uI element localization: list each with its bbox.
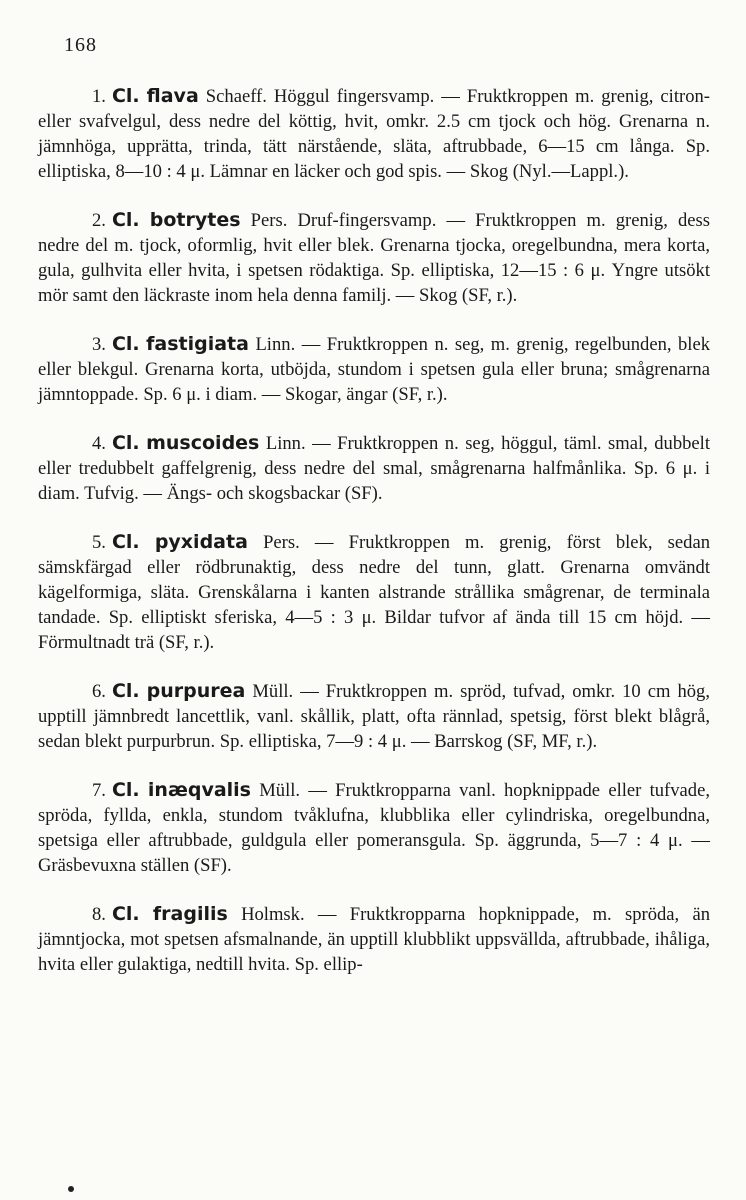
entry-description: Linn. — Fruktkroppen n. seg, m. grenig, regelbunden, blek eller blekgul. Grenarna korta, utböjda, stundom i spetsen gula eller bruna; smågrenarna jämntoppade. Sp. 6 μ. i diam. — Skogar, ängar (SF, r.). (38, 334, 711, 405)
page-number: 168 (64, 34, 97, 56)
entry-species-name: fragilis (152, 903, 228, 925)
species-entries (38, 84, 710, 1001)
entry-paragraph (38, 778, 710, 878)
entry-paragraph (38, 431, 710, 506)
species-entry (38, 431, 710, 506)
entry-description: Schaeff. Höggul fingersvamp. — Fruktkroppen m. grenig, citron- eller svafvelgul, dess nedre del köttig, hvit, omkr. 2.5 cm tjock och hög. Grenarna n. jämnhöga, upprätta, trinda, tätt närstående, släta, aftrubbade, 6—15 cm långa. Sp. elliptiska, 8—10 : 4 μ. Lämnar en läcker och god spis. — Skog (Nyl.—Lappl.). (38, 86, 710, 182)
species-entry (38, 902, 710, 977)
species-entry (38, 332, 710, 407)
entry-species-name: purpurea (146, 680, 246, 702)
entry-paragraph (38, 679, 710, 754)
entry-number: 3. (92, 334, 106, 355)
entry-genus: Cl. (111, 779, 140, 801)
entry-genus: Cl. (111, 333, 140, 355)
species-entry (38, 208, 710, 308)
entry-genus: Cl. (111, 903, 140, 925)
entry-description: Müll. — Fruktkropparna vanl. hopknippade eller tufvade, spröda, fyllda, enkla, stundom tvåklufna, klubblika eller cylindriska, oregelbundna, spetsiga eller aftrubbade, guldgula eller pomeransgula. Sp. äggrunda, 5—7 : 4 μ. — Gräsbevuxna ställen (SF). (38, 780, 710, 876)
entry-description: Holmsk. — Fruktkropparna hopknippade, m. spröda, än jämntjocka, mot spetsen afsmalnande, än upptill klubblikt uppsvällda, aftrubbade, ihåliga, hvita eller gulaktiga, nedtill hvita. Sp. ellip- (38, 904, 710, 975)
entry-number: 4. (92, 433, 106, 454)
entry-description: Pers. — Fruktkroppen m. grenig, först blek, sedan sämskfärgad eller rödbrunaktig, dess nedre del tunn, glatt. Grenarna omvändt kägelformiga, släta. Grenskålarna i kanten alstrande strållika smågrenar, de terminala tandade. Sp. elliptiskt sferiska, 4—5 : 3 μ. Bildar tufvor af ända till 15 cm höjd. — Förmultnadt trä (SF, r.). (38, 532, 711, 653)
entry-genus: Cl. (111, 531, 140, 553)
entry-description: Pers. Druf-fingersvamp. — Fruktkroppen m. grenig, dess nedre del m. tjock, oformlig, hvit eller blek. Grenarna tjocka, oregelbundna, mera korta, gula, gulhvita eller hvita, i spetsen rödaktiga. Sp. elliptiska, 12—15 : 6 μ. Yngre utsökt mör samt den läckraste inom hela denna familj. — Skog (SF, r.). (38, 210, 710, 306)
entry-paragraph (38, 84, 710, 184)
entry-species-name: botrytes (149, 209, 241, 231)
entry-number: 6. (92, 681, 106, 702)
entry-number: 2. (92, 210, 106, 231)
entry-number: 1. (92, 86, 106, 107)
species-entry (38, 530, 710, 655)
entry-number: 5. (92, 532, 106, 553)
species-entry (38, 778, 710, 878)
entry-paragraph (38, 332, 710, 407)
entry-genus: Cl. (111, 680, 140, 702)
entry-species-name: pyxidata (154, 531, 248, 553)
entry-paragraph (38, 208, 710, 308)
entry-genus: Cl. (111, 85, 140, 107)
entry-description: Linn. — Fruktkroppen n. seg, höggul, täml. smal, dubbelt eller tredubbelt gaffelgrenig, dess nedre del smal, smågrenarna halfmånlika. Sp. 6 μ. i diam. Tufvig. — Ängs- och skogsbackar (SF). (38, 433, 710, 504)
entry-species-name: flava (146, 85, 199, 107)
entry-paragraph (38, 530, 710, 655)
species-entry (38, 679, 710, 754)
species-entry (38, 84, 710, 184)
entry-genus: Cl. (111, 209, 140, 231)
entry-paragraph (38, 902, 710, 977)
entry-description: Müll. — Fruktkroppen m. spröd, tufvad, omkr. 10 cm hög, upptill jämnbredt lancettlik, vanl. skållik, platt, ofta rännlad, spetsig, först blekt blågrå, sedan blekt purpurbrun. Sp. elliptiska, 7—9 : 4 μ. — Barrskog (SF, MF, r.). (38, 681, 710, 752)
entry-species-name: muscoides (146, 432, 260, 454)
entry-genus: Cl. (111, 432, 140, 454)
entry-number: 7. (92, 780, 106, 801)
entry-species-name: fastigiata (146, 333, 249, 355)
print-mark (68, 1186, 74, 1192)
entry-number: 8. (92, 904, 106, 925)
entry-species-name: inæqvalis (147, 779, 251, 801)
